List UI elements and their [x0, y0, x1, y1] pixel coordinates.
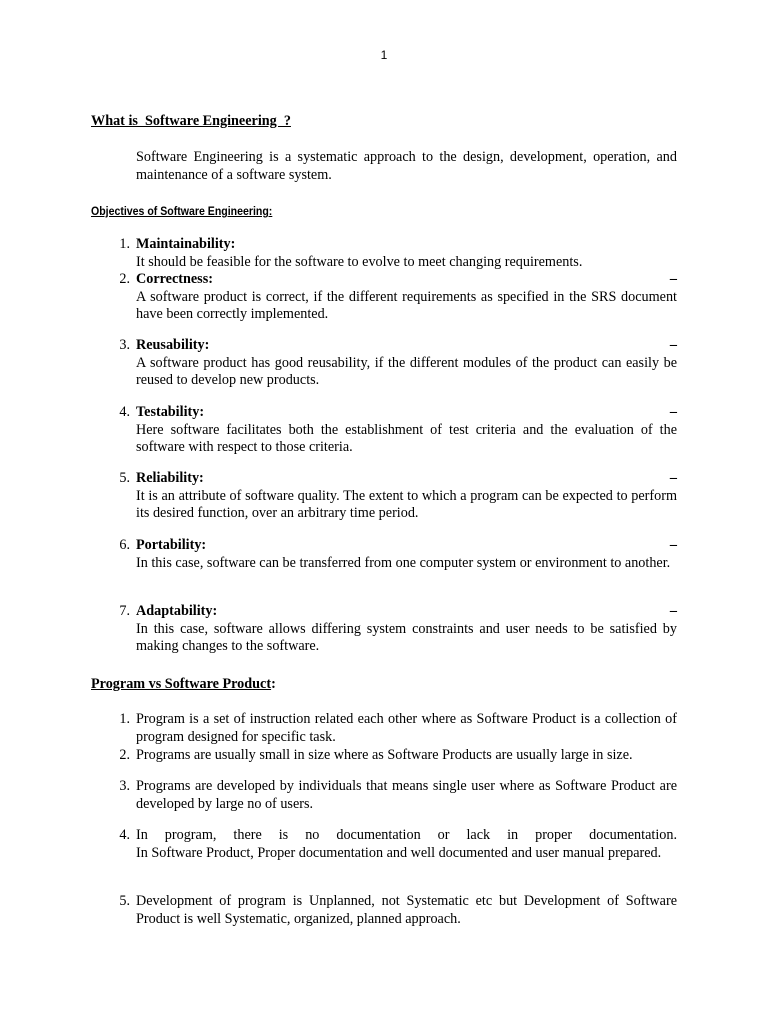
objective-description: In this case, software allows differing system constraints and user needs to be satisfied by making changes to the software. — [136, 620, 677, 655]
list-number: 2. — [119, 747, 130, 763]
list-number: 3. — [119, 778, 130, 794]
program-vs-product-heading — [91, 676, 276, 694]
objective-dash: – — [669, 271, 677, 287]
objective-dash: – — [669, 537, 677, 553]
objective-dash: – — [669, 470, 677, 486]
list-number: 6. — [119, 537, 130, 553]
heading-colon: : — [271, 676, 276, 692]
list-number: 5. — [119, 893, 130, 909]
page-number: 1 — [380, 48, 388, 62]
comparison-text: Development of program is Unplanned, not Systematic etc but Development of Software Product is well Systematic, organized, planned approach. — [136, 893, 677, 927]
list-number: 7. — [119, 603, 130, 619]
list-number: 4. — [119, 827, 130, 843]
objective-description: It should be feasible for the software to evolve to meet changing requirements. — [136, 253, 583, 270]
list-number: 1. — [119, 236, 130, 252]
objective-title: Testability: — [136, 404, 205, 420]
comparison-text-line: In program, there is no documentation or lack in proper documentation. — [136, 827, 677, 843]
objective-description: In this case, software can be transferred from one computer system or environment to another. — [136, 554, 671, 571]
objective-description: A software product has good reusability, if the different modules of the product can easily be reused to develop new products. — [136, 354, 677, 389]
list-number: 2. — [119, 271, 130, 287]
objectives-heading: Objectives of Software Engineering: — [91, 204, 273, 218]
list-number: 3. — [119, 337, 130, 353]
objective-dash: – — [669, 603, 677, 619]
objective-title: Maintainability: — [136, 236, 236, 252]
program-vs-product-heading-text: Program vs Software Product — [91, 676, 272, 692]
comparison-text: Program is a set of instruction related each other where as Software Product is a collection of program designed for specific task. — [136, 711, 677, 745]
objective-description: A software product is correct, if the different requirements as specified in the SRS document have been correctly implemented. — [136, 288, 677, 323]
objective-title: Adaptability: — [136, 603, 218, 619]
objective-dash: – — [669, 404, 677, 420]
objective-title: Reusability: — [136, 337, 210, 353]
comparison-text: Programs are developed by individuals that means single user where as Software Product are developed by large no of users. — [136, 778, 677, 812]
objective-description: It is an attribute of software quality. The extent to which a program can be expected to perform its desired function, over an arbitrary time period. — [136, 487, 677, 522]
objective-title: Portability: — [136, 537, 207, 553]
page-title: What is Software Engineering ? — [91, 113, 291, 129]
objective-dash: – — [669, 337, 677, 353]
list-number: 1. — [119, 711, 130, 727]
list-number: 5. — [119, 470, 130, 486]
objective-description: Here software facilitates both the establishment of test criteria and the evaluation of the software with respect to those criteria. — [136, 421, 677, 456]
intro-paragraph: Software Engineering is a systematic approach to the design, development, operation, and maintenance of a software system. — [136, 149, 677, 183]
list-number: 4. — [119, 404, 130, 420]
objective-title: Reliability: — [136, 470, 204, 486]
comparison-text-continuation: In Software Product, Proper documentation and well documented and user manual prepared. — [136, 844, 662, 861]
objective-title: Correctness: — [136, 271, 213, 287]
comparison-text: Programs are usually small in size where as Software Products are usually large in size. — [136, 747, 633, 763]
